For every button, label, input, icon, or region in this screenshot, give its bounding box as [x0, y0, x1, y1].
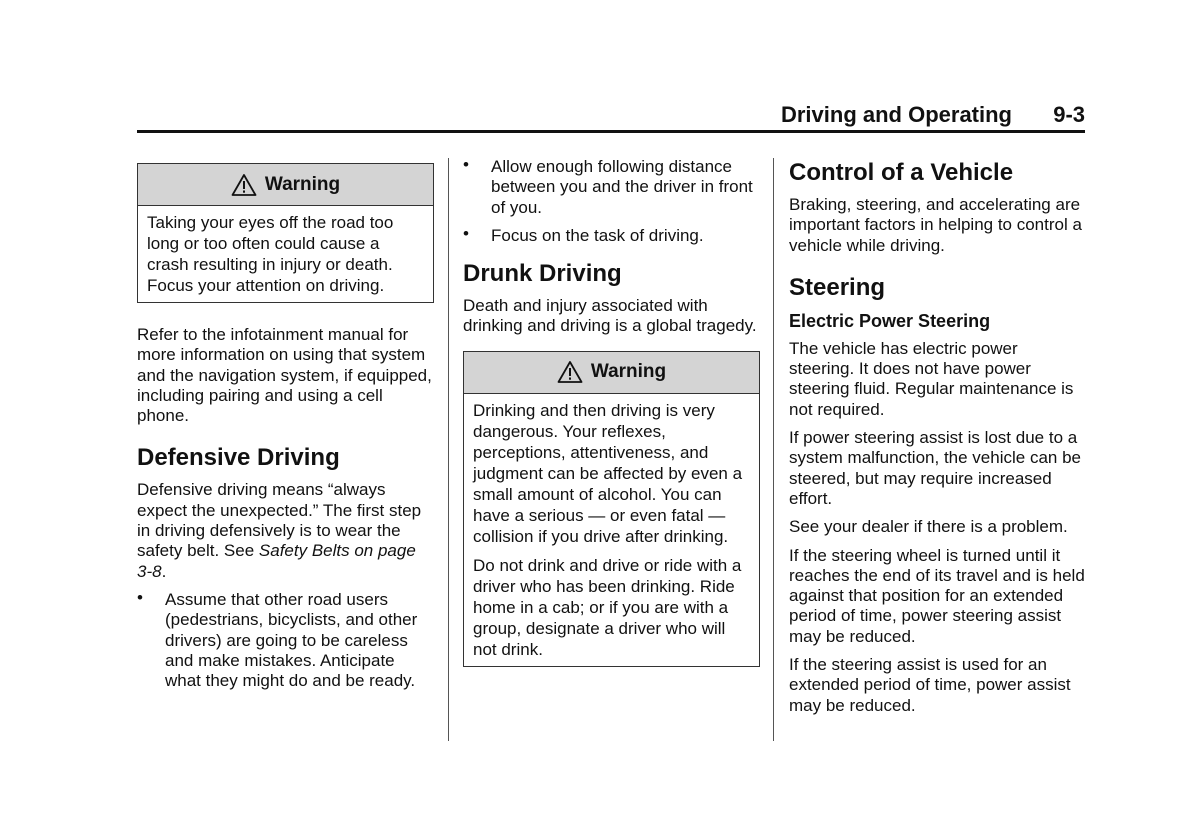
bullet-text: Assume that other road users (pedestrians, bicyclists, and other drivers) are going to be careless and make mistakes. Anticipate what they might do and be ready. [165, 589, 418, 691]
defensive-driving-paragraph [137, 480, 434, 581]
steering-paragraph: The vehicle has electric power steering. It does not have power steering fluid. Regular maintenance is not required. [789, 338, 1074, 419]
warning-title: Warning [264, 173, 341, 195]
list-item [463, 223, 760, 246]
page-header [137, 100, 1085, 133]
warning-box-eyes-off-road [137, 163, 434, 303]
column-1 [137, 163, 434, 699]
bullet-icon: • [463, 155, 469, 174]
column-divider [773, 158, 774, 741]
defensive-driving-heading: Defensive Driving [137, 444, 340, 472]
warning-body [464, 394, 759, 666]
steering-paragraph: If power steering assist is lost due to a system malfunction, the vehicle can be steered, but may require increased effort. [789, 428, 1081, 508]
steering-paragraph: See your dealer if there is a problem. [789, 517, 1068, 537]
drunk-driving-paragraph: Death and injury associated with drinking and driving is a global tragedy. [463, 296, 757, 336]
warning-paragraph: Do not drink and drive or ride with a driver who has been drinking. Ride home in a cab; or if you are with a group, designate a driver who will not drink. [473, 555, 742, 659]
steering-paragraph: If the steering wheel is turned until it reaches the end of its travel and is held against that position for an extended period of time, power steering assist may be reduced. [789, 545, 1085, 646]
bullet-text: Allow enough following distance between you and the driver in front of you. [491, 157, 753, 217]
column-divider [448, 158, 449, 741]
bullet-icon: • [137, 587, 143, 607]
defensive-text-end: . [161, 561, 167, 581]
steering-paragraph: If the steering assist is used for an extended period of time, power assist may be reduced. [789, 655, 1071, 715]
list-item [463, 157, 760, 218]
warning-text: Taking your eyes off the road too long or too often could cause a crash resulting in injury or death. Focus your attention on driving. [147, 213, 394, 295]
column-3 [789, 159, 1085, 724]
warning-body [138, 206, 433, 302]
list-item [137, 587, 434, 691]
warning-header [138, 164, 433, 206]
warning-paragraph: Drinking and then driving is very dangerous. Your reflexes, perceptions, attentiveness, and judgment can be affected by even a small amount of alcohol. You can have a serious — or even fatal — collision if you drive after drinking. [473, 400, 743, 546]
control-of-vehicle-heading: Control of a Vehicle [789, 159, 1014, 186]
warning-box-drunk-driving [463, 351, 760, 667]
section-title: Driving and Operating [780, 102, 1012, 127]
column-2 [463, 157, 760, 667]
control-paragraph: Braking, steering, and accelerating are important factors in helping to control a vehicle while driving. [789, 195, 1082, 255]
defensive-text-start: Defensive driving means “always expect the unexpected.” The first step in driving defensively is to wear the safety belt. See [137, 480, 422, 561]
bullet-icon: • [463, 223, 469, 243]
infotainment-paragraph: Refer to the infotainment manual for more information on using that system and the navigation system, if equipped, including pairing and using a cell phone. [137, 325, 432, 426]
warning-header [464, 352, 759, 394]
defensive-bullet-list-continued [463, 157, 760, 246]
warning-title: Warning [590, 361, 667, 383]
bullet-text: Focus on the task of driving. [491, 225, 704, 245]
page-number: 9-3 [1053, 102, 1085, 127]
safety-belts-reference: Safety Belts on page 3-8 [137, 541, 416, 581]
drunk-driving-heading: Drunk Driving [463, 260, 622, 288]
warning-triangle-icon [557, 360, 583, 384]
steering-heading: Steering [789, 273, 886, 301]
electric-power-steering-subheading: Electric Power Steering [789, 310, 991, 331]
warning-triangle-icon [231, 173, 257, 197]
defensive-bullet-list [137, 587, 434, 691]
